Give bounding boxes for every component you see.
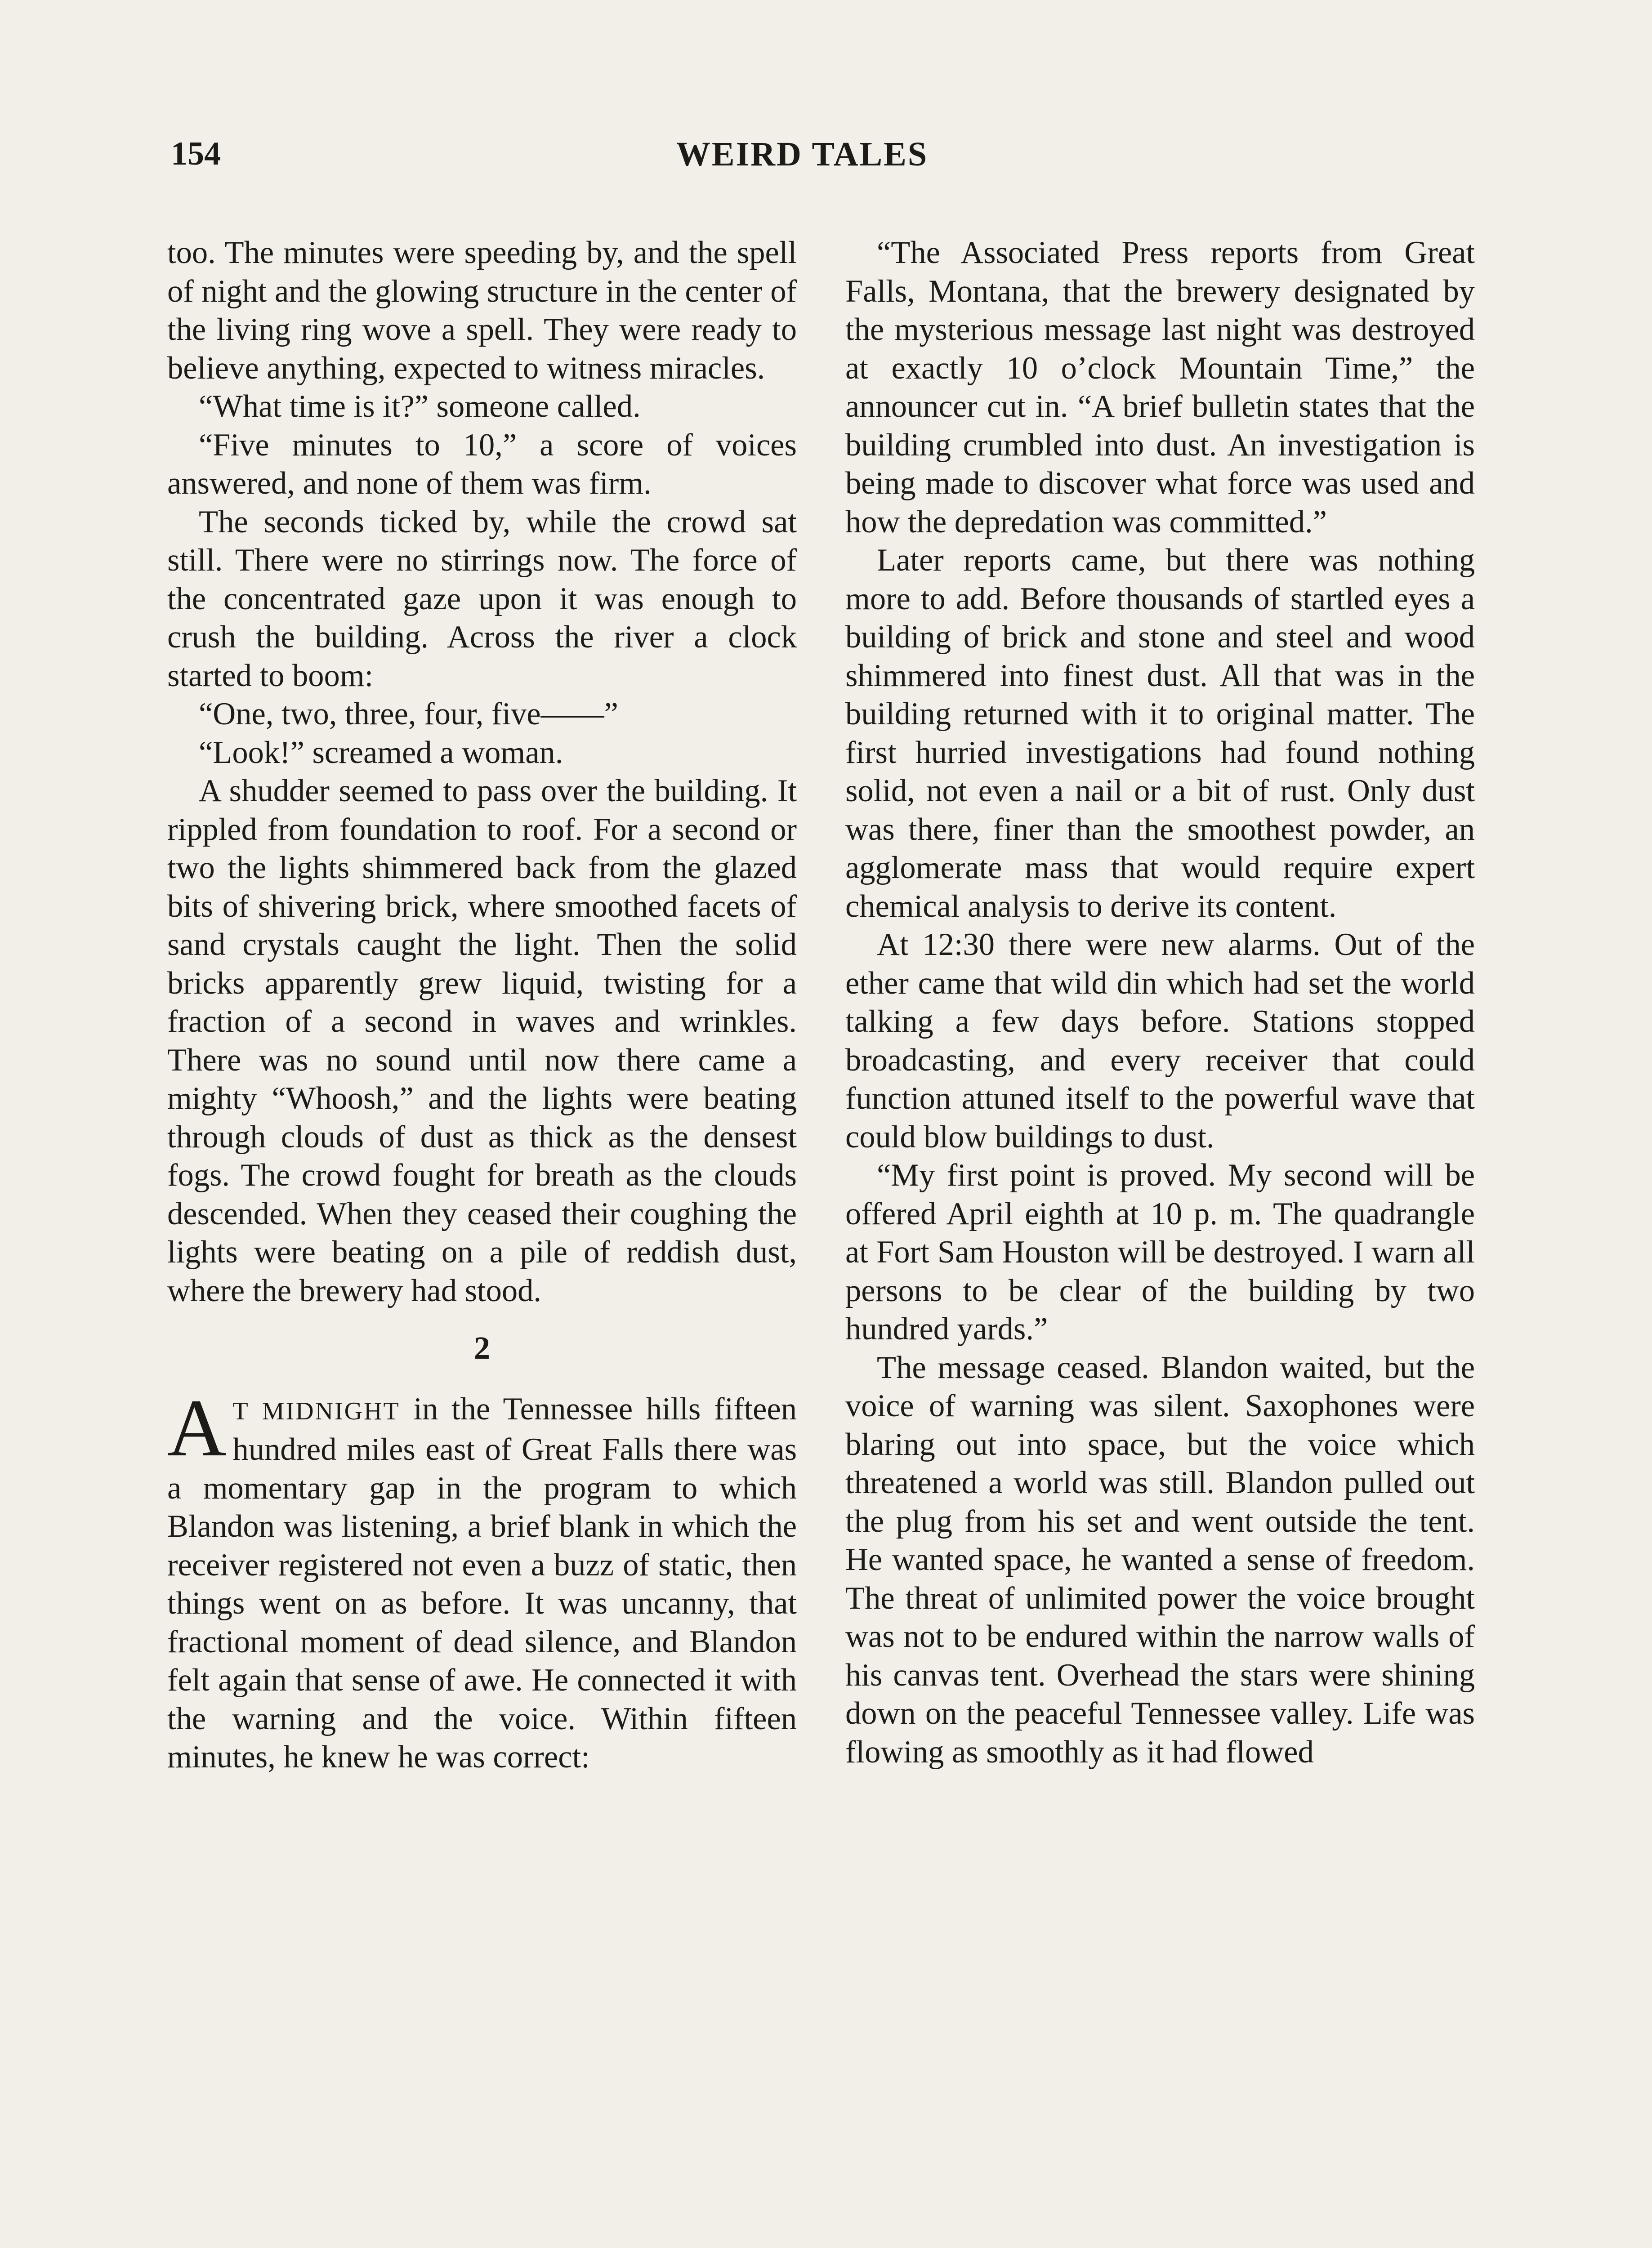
page-number: 154 <box>171 135 221 172</box>
paragraph: “The Associated Press reports from Great Falls, Montana, that the brewery designated by the mysterious message last night was destroyed at exactly 10 o’clock Mountain Time,” the announcer cut in. “A brief bulletin states that the building crumbled into dust. An investigation is being made to discover what force was used and how the depredation was committed.” <box>845 235 1475 540</box>
running-head <box>171 135 1433 184</box>
paragraph: The seconds ticked by, while the crowd sat still. There were no stirrings now. The force of the concentrated gaze upon it was enough to crush the building. Across the river a clock started to boom: <box>167 504 797 693</box>
drop-cap: A <box>167 1383 227 1473</box>
paragraph: The message ceased. Blandon waited, but the voice of warning was silent. Saxophones were blaring out into space, but the voice which threatened a world was still. Blandon pulled out the plug from his set and went outside the tent. He wanted space, he wanted a sense of freedom. The threat of unlimited power the voice brought was not to be endured within the narrow walls of his canvas tent. Overhead the stars were shining down on the peaceful Tennessee valley. Life was flowing as smoothly as it had flowed <box>845 1350 1475 1770</box>
magazine-title: WEIRD TALES <box>676 135 929 173</box>
right-column <box>845 234 1475 1771</box>
paragraph: Later reports came, but there was nothing more to add. Before thousands of startled eyes a building of brick and stone and steel and wood shimmered into finest dust. All that was in the building returned with it to original matter. The first hurried investigations had found nothing solid, not even a nail or a bit of rust. Only dust was there, finer than the smoothest powder, an agglomerate mass that would require expert chemical analysis to derive its content. <box>845 543 1475 924</box>
section-number: 2 <box>474 1330 490 1366</box>
paragraph: too. The minutes were speeding by, and the spell of night and the glowing structure in the center of the living ring wove a spell. They were ready to believe anything, expected to witness miracles. <box>167 235 797 386</box>
paragraph: “What time is it?” someone called. <box>199 389 641 424</box>
paragraph: “My first point is proved. My second will be offered April eighth at 10 p. m. The quadrangle at Fort Sam Houston will be destroyed. I warn all persons to be clear of the building by two hundred yards.” <box>845 1158 1475 1347</box>
paragraph: “Look!” screamed a woman. <box>199 735 563 770</box>
small-caps-lead: T MIDNIGHT <box>232 1397 400 1425</box>
opening-paragraph <box>167 1383 797 1777</box>
left-column <box>167 234 797 1777</box>
paragraph: A shudder seemed to pass over the building. It rippled from foundation to roof. For a second or two the lights shimmered back from the glazed bits of shivering brick, where smoothed facets of sand crystals caught the light. Then the solid bricks apparently grew liquid, twisting for a fraction of a second in waves and wrinkles. There was no sound until now there came a mighty “Whoosh,” and the lights were beating through clouds of dust as thick as the densest fogs. The crowd fought for breath as the clouds descended. When they ceased their coughing the lights were beating on a pile of reddish dust, where the brewery had stood. <box>167 773 797 1308</box>
paragraph: “Five minutes to 10,” a score of voices answered, and none of them was firm. <box>167 427 797 501</box>
opening-text: in the Tennessee hills fifteen hundred miles east of Great Falls there was a momentary gap in the program to which Blandon was listening, a brief blank in which the receiver registered not even a buzz of static, then things went on as before. It was uncanny, that fractional moment of dead silence, and Blandon felt again that sense of awe. He connected it with the warning and the voice. Within fifteen minutes, he knew he was correct: <box>167 1391 797 1775</box>
paragraph: At 12:30 there were new alarms. Out of the ether came that wild din which had set the world talking a few days before. Stations stopped broadcasting, and every receiver that could function attuned itself to the powerful wave that could blow buildings to dust. <box>845 927 1475 1155</box>
paragraph: “One, two, three, four, five——” <box>199 696 618 731</box>
